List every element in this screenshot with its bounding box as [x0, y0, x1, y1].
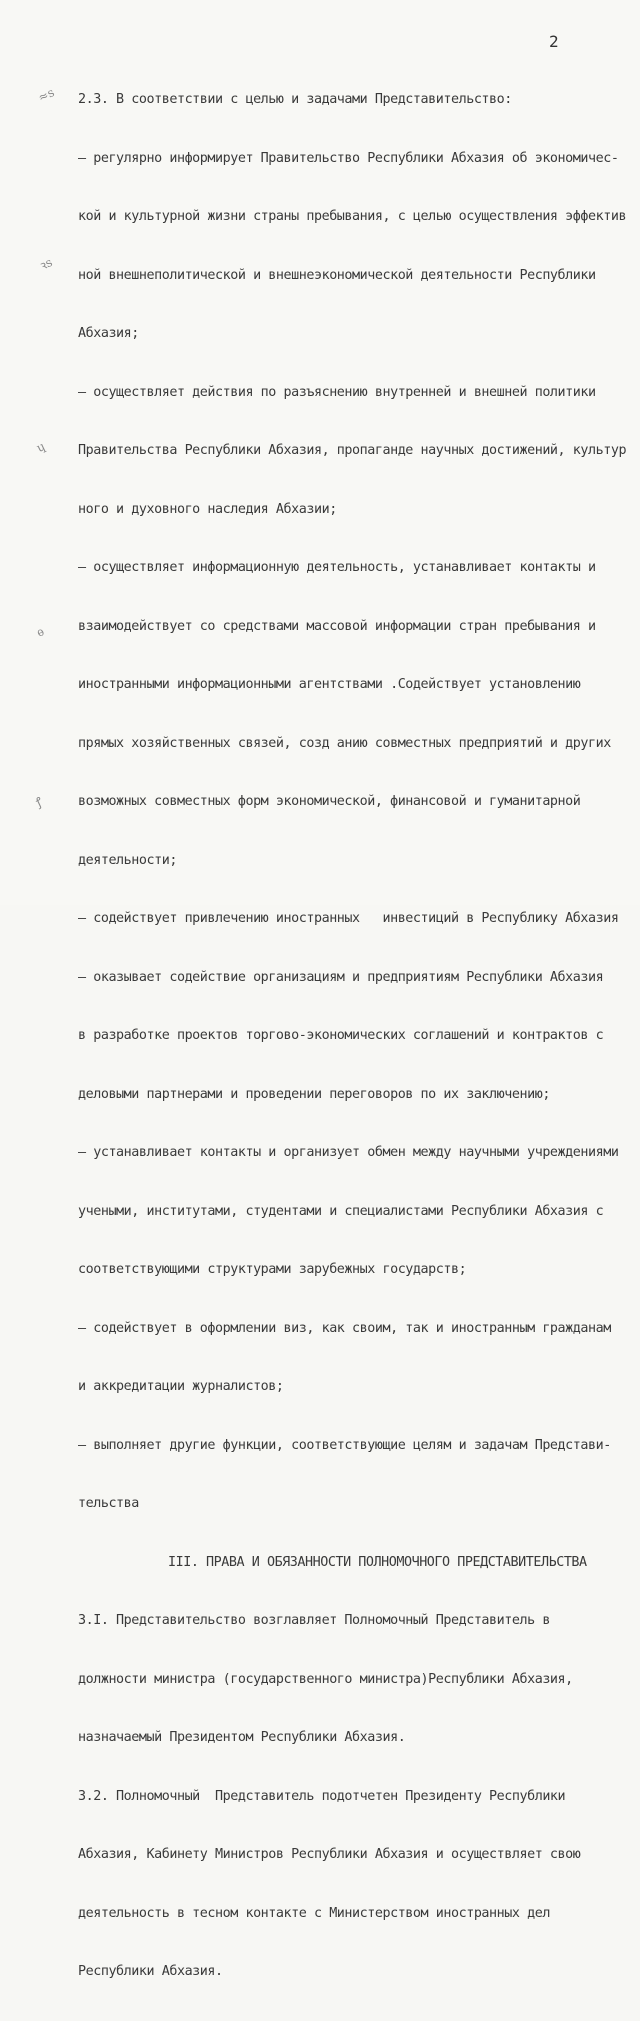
text-line: Республики Абхазия. — [78, 1964, 223, 1979]
text-line: назначаемый Президентом Республики Абхазия. — [78, 1730, 406, 1745]
text-line: деловыми партнерами и проведении переговоров по их заключению; — [78, 1086, 550, 1102]
text-line: прямых хозяйственных связей, созд анию совместных предприятий и других — [78, 735, 611, 751]
text-line: должности министра (государственного министра)Республики Абхазия, — [78, 1671, 573, 1687]
text-line: 3.2. Полномочный Представитель подотчетен Президенту Республики — [78, 1788, 566, 1804]
margin-handwritten-mark: ꝛѕ — [37, 255, 55, 273]
text-line: Абхазия, Кабинету Министров Республики Абхазия и осуществляет свою — [78, 1847, 581, 1862]
text-line: – осуществляет действия по разъяснению внутренней и внешней политики — [78, 384, 596, 400]
text-line: – содействует привлечению иностранных инвестиций в Республику Абхазия — [78, 911, 619, 926]
text-line: учеными, институтами, студентами и специалистами Республики Абхазия с — [78, 1203, 604, 1219]
text-line: – регулярно информирует Правительство Республики Абхазия об экономичес- — [78, 150, 619, 166]
text-line: тельства — [78, 1496, 139, 1511]
text-line: – выполняет другие функции, соответствующие целям и задачам Представи- — [78, 1437, 611, 1453]
text-line: и аккредитации журналистов; — [78, 1379, 284, 1394]
text-line: Абхазия; — [78, 326, 139, 341]
text-line: – содействует в оформлении виз, как своим, так и иностранным гражданам — [78, 1320, 611, 1336]
section-heading: III. ПРАВА И ОБЯЗАННОСТИ ПОЛНОМОЧНОГО ПРЕДСТАВИТЕЛЬСТВА — [168, 1554, 587, 1570]
text-line: кой и культурной жизни страны пребывания, с целью осуществления эффектив — [78, 209, 627, 224]
text-line: в разработке проектов торгово-экономических соглашений и контрактов с — [78, 1028, 604, 1043]
text-line: соответствующими структурами зарубежных государств; — [78, 1262, 467, 1277]
text-line: 3.I. Представительство возглавляет Полномочный Представитель в — [78, 1613, 550, 1628]
text-line: деятельности; — [78, 852, 177, 868]
text-line: деятельность в тесном контакте с Министерством иностранных дел — [78, 1905, 550, 1921]
text-line: ного и духовного наследия Абхазии; — [78, 501, 337, 517]
margin-handwritten-mark: ѳ — [34, 624, 47, 640]
margin-handwritten-mark: ≈ѕ — [35, 85, 57, 105]
text-line: 2.3. В соответствии с целью и задачами Представительство: — [78, 92, 512, 107]
document-body — [78, 51, 633, 2021]
margin-handwritten-mark: ɥ — [34, 439, 48, 455]
text-line: – оказывает содействие организациям и предприятиям Республики Абхазия — [78, 969, 604, 985]
text-line: – устанавливает контакты и организует обмен между научными учреждениями — [78, 1145, 619, 1160]
text-line: взаимодействует со средствами массовой информации стран пребывания и — [78, 618, 596, 634]
text-line: – осуществляет информационную деятельность, устанавливает контакты и — [78, 560, 596, 575]
page-number: 2 — [549, 32, 559, 51]
margin-handwritten-mark: ꝭ — [33, 794, 45, 810]
text-line: возможных совместных форм экономической, финансовой и гуманитарной — [78, 794, 581, 809]
text-line: иностранными информационными агентствами .Содействует установлению — [78, 677, 581, 692]
text-line: ной внешнеполитической и внешнеэкономической деятельности Республики — [78, 267, 596, 283]
text-line: Правительства Республики Абхазия, пропаганде научных достижений, культур — [78, 443, 627, 458]
